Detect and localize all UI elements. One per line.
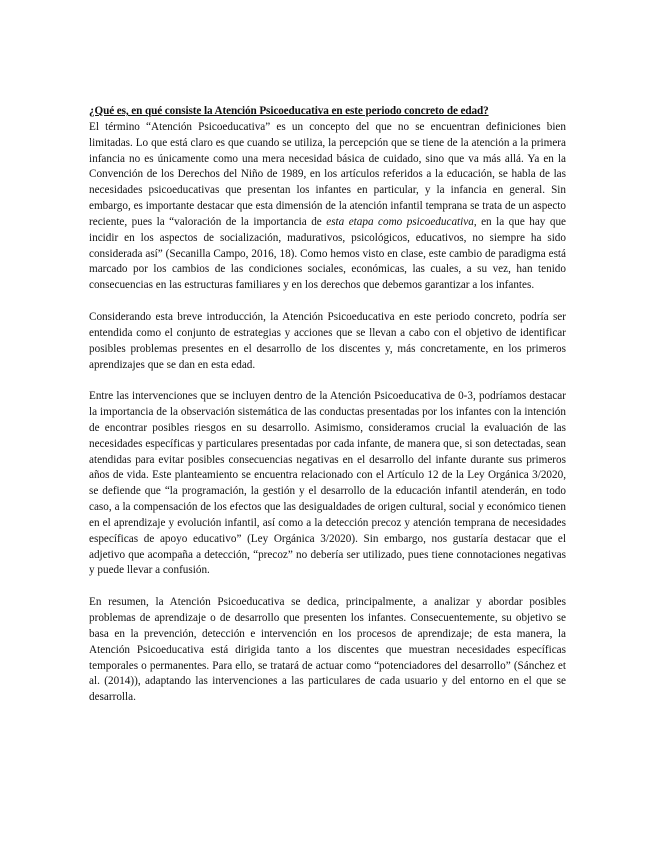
paragraph-1-italic-quote: esta etapa como psicoeducativa <box>326 215 474 228</box>
paragraph-1 <box>89 120 566 294</box>
paragraph-1-text-b: , en la que hay que incidir en los aspectos de socialización, madurativos, psicológicos, educativos, no siempre ha sido considerada así” (Secanilla Campo, 2016, 18). Como hemos visto en clase, este cambio de paradigma está marcado por los cambios de las condiciones sociales, económicas, las cuales, a su vez, han tenido consecuencias en las estructuras familiares y en los derechos que debemos garantizar a los infantes. <box>89 215 567 292</box>
paragraph-4: En resumen, la Atención Psicoeducativa se dedica, principalmente, a analizar y abordar posibles problemas de aprendizaje o de desarrollo que presenten los infantes. Consecuentemente, su objetivo se basa en la prevención, detección e intervención en los procesos de aprendizaje; de esta manera, la Atención Psicoeducativa está dirigida tanto a los discentes que muestran necesidades específicas temporales o permanentes. Para ello, se tratará de actuar como “potenciadores del desarrollo” (Sánchez et al. (2014)), adaptando las intervenciones a las particulares de cada usuario y del entorno en el que se desarrolla. <box>89 596 566 704</box>
paragraph-1-text-a: El término “Atención Psicoeducativa” es un concepto del que no se encuentran definiciones bien limitadas. Lo que está claro es que cuando se utiliza, la percepción que se tiene de la atención a la primera infancia no es únicamente como una mera necesidad básica de cuidado, sino que va más allá. Ya en la Convención de los Derechos del Niño de 1989, en los artículos referidos a la educación, se habla de las necesidades psicoeducativas que presentan los infantes en particular, y la infancia en general. Sin embargo, es importante destacar que esta dimensión de la atención infantil temprana se trata de un aspecto reciente, pues la “valoración de la importancia de <box>89 120 566 228</box>
paragraph-2: Considerando esta breve introducción, la Atención Psicoeducativa en este periodo concreto, podría ser entendida como el conjunto de estrategias y acciones que se llevan a cabo con el objetivo de identificar posibles problemas presentes en el desarrollo de los discentes y, más concretamente, en los primeros aprendizajes que se dan en esta edad. <box>89 310 566 371</box>
document-body <box>89 104 566 706</box>
section-heading: ¿Qué es, en qué consiste la Atención Psicoeducativa en este periodo concreto de edad? <box>89 105 489 117</box>
paragraph-3: Entre las intervenciones que se incluyen dentro de la Atención Psicoeducativa de 0-3, podríamos destacar la importancia de la observación sistemática de las conductas presentadas por los infantes con la intención de encontrar posibles riesgos en su desarrollo. Asimismo, consideramos crucial la evaluación de las necesidades específicas y particulares presentadas por cada infante, de manera que, si son detectadas, sean atendidas para evitar posibles consecuencias negativas en el desarrollo del infante durante sus primeros años de vida. Este planteamiento se encuentra relacionado con el Artículo 12 de la Ley Orgánica 3/2020, se defiende que “la programación, la gestión y el desarrollo de la educación infantil atenderán, en todo caso, a la compensación de los efectos que las desigualdades de origen cultural, social y económico tienen en el aprendizaje y evolución infantil, así como a la detección precoz y atención temprana de necesidades específicas de apoyo educativo” (Ley Orgánica 3/2020). Sin embargo, nos gustaría destacar que el adjetivo que acompaña a detección, “precoz” no debería ser utilizado, pues tiene connotaciones negativas y puede llevar a confusión. <box>89 390 566 577</box>
